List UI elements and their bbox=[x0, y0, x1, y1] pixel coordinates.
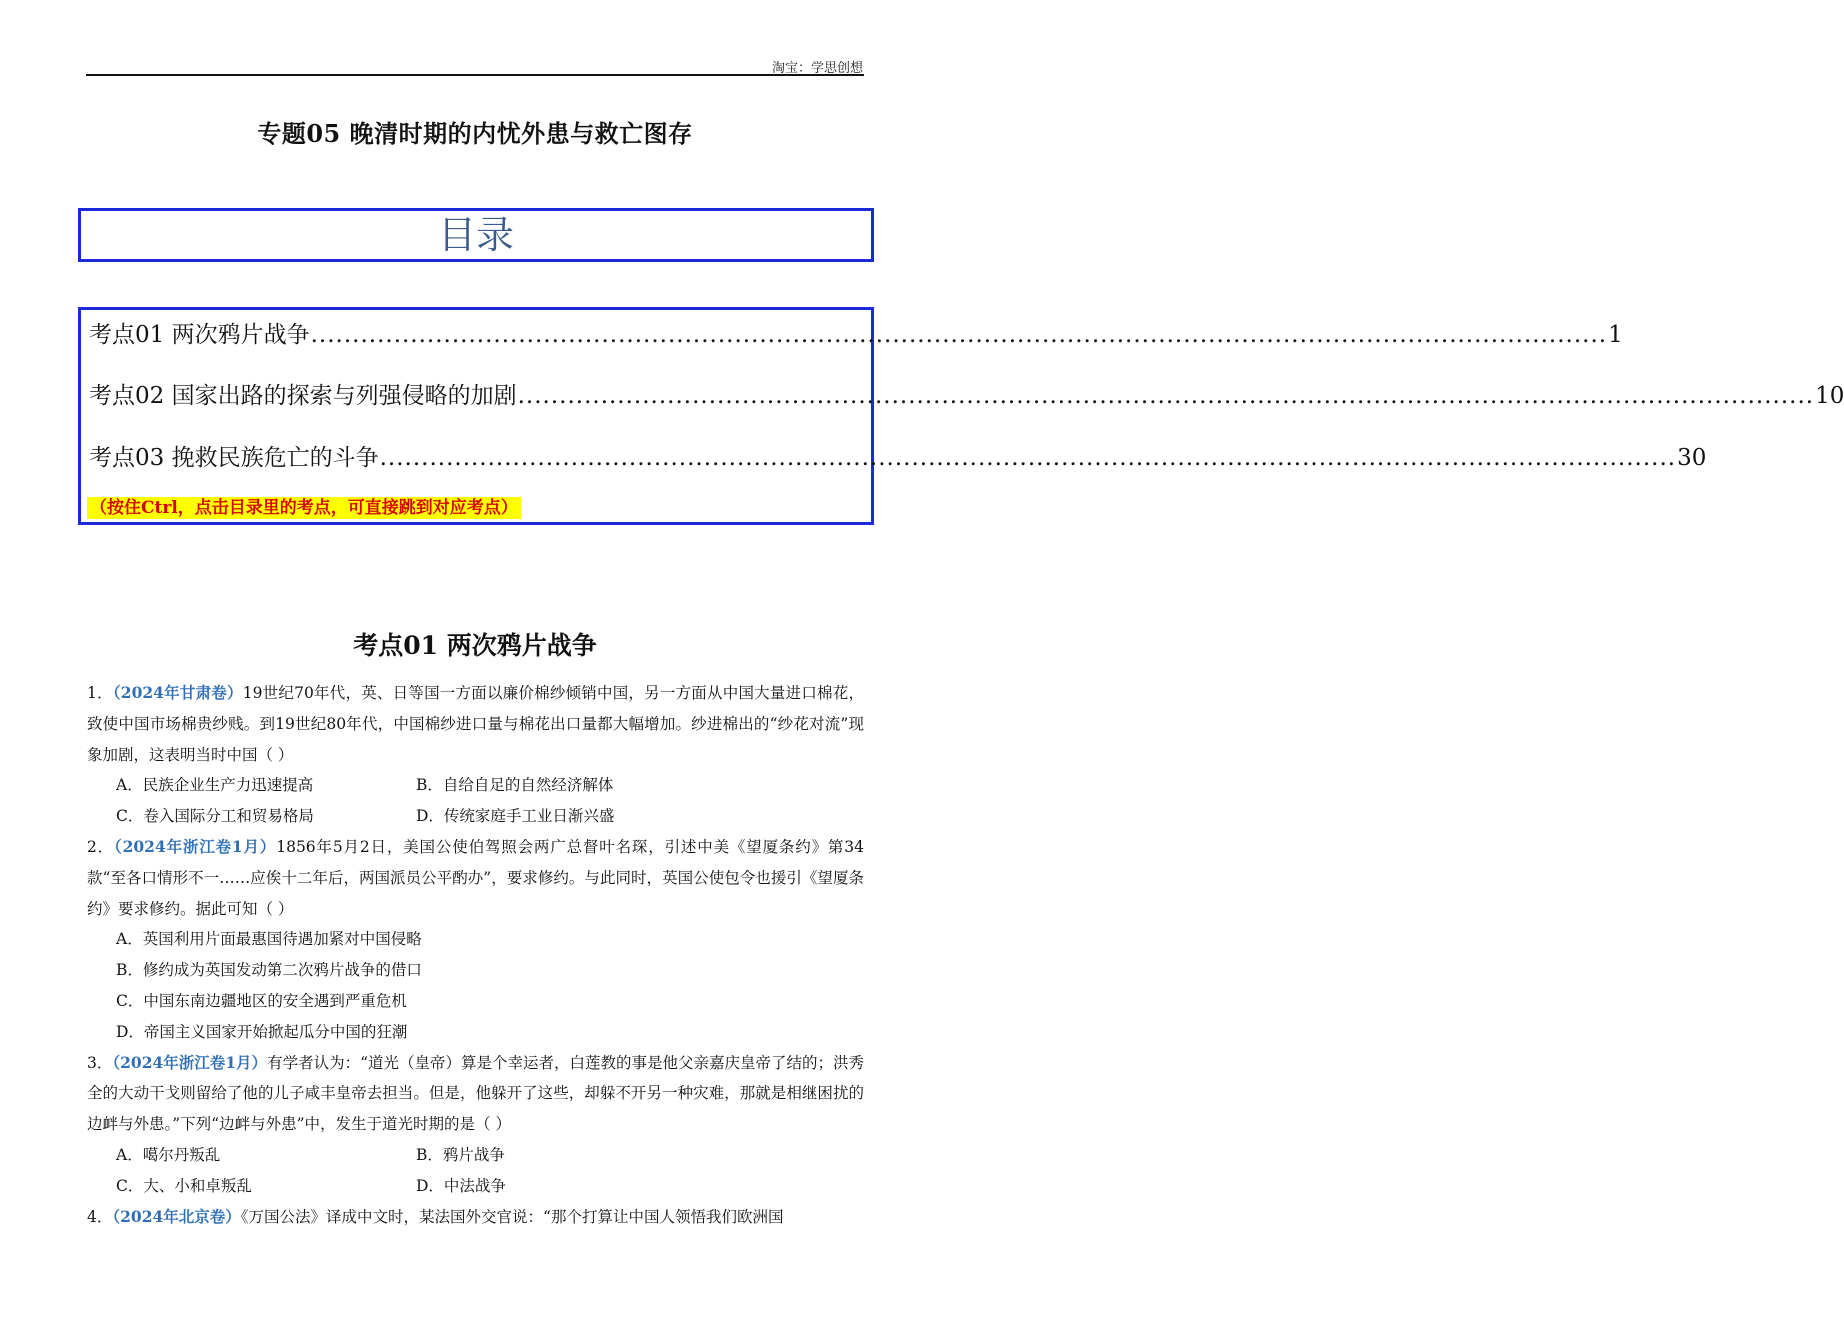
toc-item-page: 30 bbox=[1677, 445, 1707, 471]
question-3 bbox=[87, 1048, 864, 1140]
toc-item-label: 考点02 国家出路的探索与列强侵略的加剧 bbox=[89, 383, 517, 409]
option-b[interactable]: B．自给自足的自然经济解体 bbox=[416, 776, 614, 795]
toc-item-page: 1 bbox=[1608, 322, 1623, 348]
toc-note: （按住Ctrl，点击目录里的考点，可直接跳到对应考点） bbox=[87, 497, 521, 519]
page-title: 专题05 晚清时期的内忧外患与救亡图存 bbox=[257, 119, 693, 148]
question-list bbox=[87, 678, 864, 1232]
toc-item-page: 10 bbox=[1815, 383, 1844, 409]
section-title: 考点01 两次鸦片战争 bbox=[353, 631, 597, 660]
question-text: 有学者认为：“道光（皇帝）算是个幸运者，白莲教的事是他父亲嘉庆皇帝了结的；洪秀全的大动干戈则留给了他的儿子咸丰皇帝去担当。但是，他躲开了这些，却躲不开另一种灾难，那就是相继困扰的边衅与外患。”下列“边衅与外患”中，发生于道光时期的是（ ） bbox=[87, 1053, 864, 1134]
question-number: 2． bbox=[87, 837, 115, 856]
question-source: （2024年北京卷） bbox=[112, 1206, 241, 1226]
header-divider bbox=[86, 74, 864, 76]
option-d[interactable]: D．帝国主义国家开始掀起瓜分中国的狂潮 bbox=[116, 1022, 408, 1041]
toc-leader-dots: ............................................................................................................................................................ bbox=[379, 445, 1677, 471]
toc-item[interactable] bbox=[89, 377, 1844, 410]
question-source: （2024年浙江卷1月） bbox=[114, 836, 277, 856]
option-c[interactable]: C．卷入国际分工和贸易格局 bbox=[116, 807, 314, 826]
header-brand: 淘宝：学思创想 bbox=[771, 61, 863, 76]
option-b[interactable]: B．鸦片战争 bbox=[416, 1145, 505, 1164]
toc-box bbox=[78, 307, 1844, 525]
toc-item[interactable] bbox=[89, 439, 1707, 472]
question-1 bbox=[87, 678, 864, 770]
question-text: 1856年5月2日，美国公使伯驾照会两广总督叶名琛，引述中美《望厦条约》第34款“至各口情形不一……应俟十二年后，两国派员公平酌办”，要求修约。与此同时，英国公使包令也援引《望厦条约》要求修约。据此可知（ ） bbox=[87, 837, 864, 918]
options bbox=[87, 924, 864, 1047]
toc-item[interactable] bbox=[89, 316, 1623, 349]
question-source: （2024年浙江卷1月） bbox=[112, 1052, 268, 1072]
toc-leader-dots: ............................................................................................................................................................ bbox=[517, 383, 1815, 409]
question-source: （2024年甘肃卷） bbox=[112, 683, 243, 702]
options bbox=[87, 770, 864, 832]
option-a[interactable]: A．噶尔丹叛乱 bbox=[116, 1145, 221, 1164]
question-4 bbox=[87, 1202, 864, 1233]
option-a[interactable]: A．民族企业生产力迅速提高 bbox=[116, 776, 314, 795]
toc-heading-box bbox=[78, 208, 874, 262]
option-d[interactable]: D．传统家庭手工业日渐兴盛 bbox=[416, 807, 615, 826]
question-number: 4． bbox=[87, 1207, 113, 1226]
toc-heading: 目录 bbox=[437, 213, 514, 257]
option-d[interactable]: D．中法战争 bbox=[416, 1176, 506, 1195]
option-c[interactable]: C．大、小和卓叛乱 bbox=[116, 1176, 252, 1195]
option-b[interactable]: B．修约成为英国发动第二次鸦片战争的借口 bbox=[116, 961, 422, 980]
question-number: 3． bbox=[87, 1053, 113, 1072]
toc-item-label: 考点03 挽救民族危亡的斗争 bbox=[89, 445, 379, 471]
toc-item-label: 考点01 两次鸦片战争 bbox=[89, 322, 310, 348]
options bbox=[87, 1140, 864, 1202]
option-a[interactable]: A．英国利用片面最惠国待遇加紧对中国侵略 bbox=[116, 930, 422, 949]
option-c[interactable]: C．中国东南边疆地区的安全遇到严重危机 bbox=[116, 991, 407, 1010]
question-number: 1． bbox=[87, 684, 113, 702]
question-2 bbox=[87, 832, 864, 924]
question-text: 《万国公法》译成中文时，某法国外交官说：“那个打算让中国人领悟我们欧洲国 bbox=[240, 1207, 784, 1226]
question-text: 19世纪70年代，英、日等国一方面以廉价棉纱倾销中国，另一方面从中国大量进口棉花，致使中国市场棉贵纱贱。到19世纪80年代，中国棉纱进口量与棉花出口量都大幅增加。纱进棉出的“纱花对流”现象加剧，这表明当时中国（ ） bbox=[87, 684, 864, 764]
toc-leader-dots: ............................................................................................................................................................ bbox=[310, 322, 1608, 348]
